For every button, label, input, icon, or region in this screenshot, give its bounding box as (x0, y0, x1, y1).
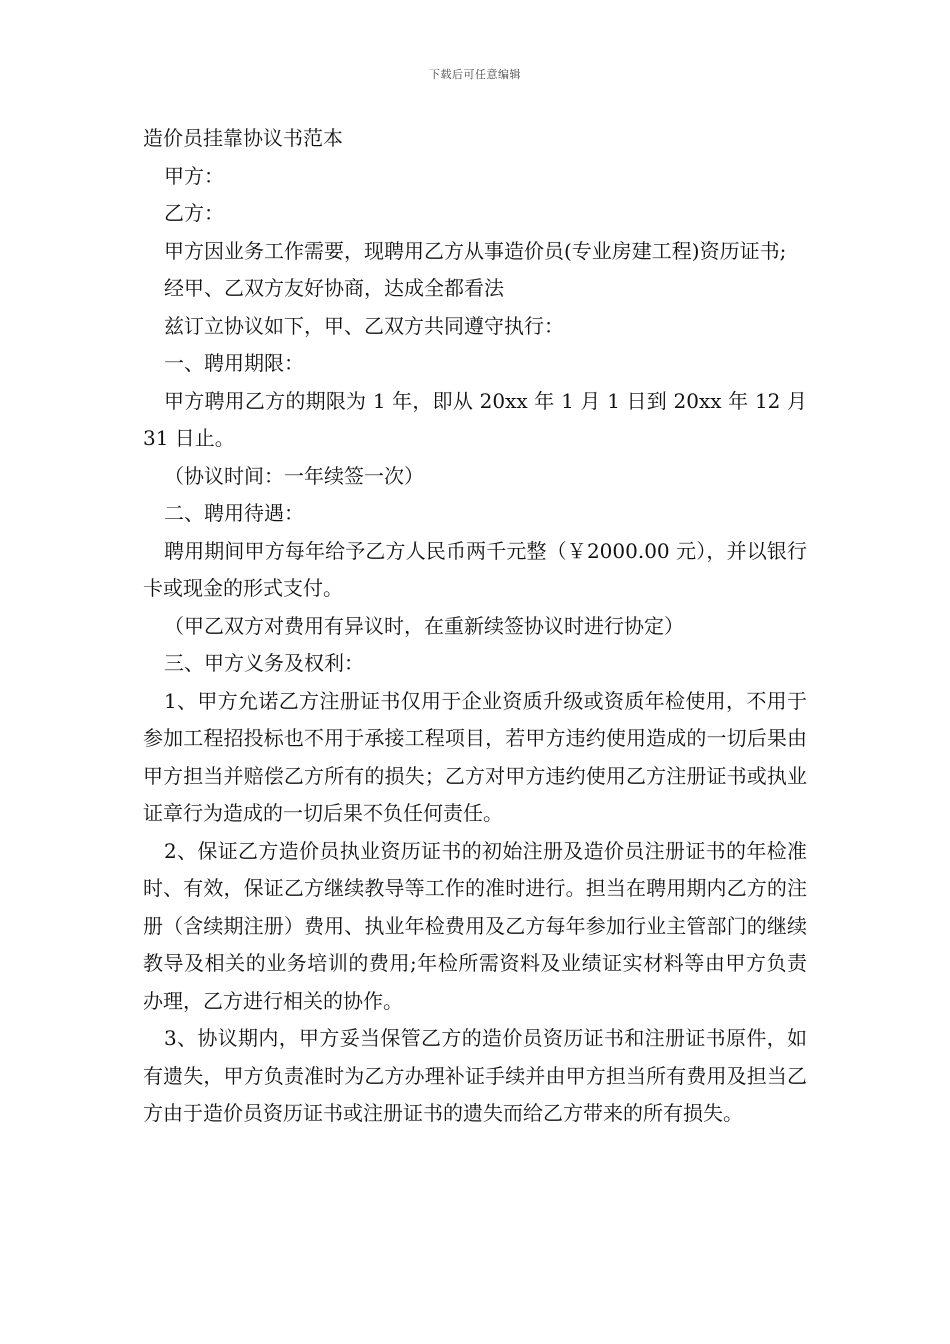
section-heading: 三、甲方义务及权利： (164, 651, 364, 675)
document-body (143, 120, 807, 1133)
paragraph: 乙方： (164, 201, 224, 225)
paragraph: 1、甲方允诺乙方注册证书仅用于企业资质升级或资质年检使用，不用于参加工程招投标也不用于承接工程项目，若甲方违约使用造成的一切后果由甲方担当并赔偿乙方所有的损失；乙方对甲方违约使用乙方注册证书或执业证章行为造成的一切后果不负任何责任。 (143, 688, 807, 825)
paragraph: 经甲、乙双方友好协商，达成全都看法 (164, 276, 504, 300)
paragraph: （甲乙双方对费用有异议时，在重新续签协议时进行协定） (164, 613, 684, 638)
paragraph: 3、协议期内，甲方妥当保管乙方的造价员资历证书和注册证书原件，如有遗失，甲方负责准时为乙方办理补证手续并由甲方担当所有费用及担当乙方由于造价员资历证书或注册证书的遗失而给乙方带来的所有损失。 (143, 1026, 807, 1125)
paragraph: 2、保证乙方造价员执业资历证书的初始注册及造价员注册证书的年检准时、有效，保证乙方继续教导等工作的准时进行。担当在聘用期内乙方的注册（含续期注册）费用、执业年检费用及乙方每年参加行业主管部门的继续教导及相关的业务培训的费用;年检所需资料及业绩证实材料等由甲方负责办理，乙方进行相关的协作。 (143, 838, 807, 1013)
paragraph: 甲方因业务工作需要，现聘用乙方从事造价员(专业房建工程)资历证书; (164, 238, 787, 263)
paragraph: 聘用期间甲方每年给予乙方人民币两千元整（￥2000.00 元），并以银行卡或现金的形式支付。 (143, 538, 807, 600)
paragraph: 甲方聘用乙方的期限为 1 年，即从 20xx 年 1 月 1 日到 20xx 年 12 月 31 日止。 (143, 388, 807, 450)
paragraph: 甲方： (164, 163, 224, 188)
paragraph-list (143, 158, 807, 1133)
section-heading: 二、聘用待遇： (164, 501, 304, 525)
document-title: 造价员挂靠协议书范本 (143, 126, 343, 150)
paragraph: 兹订立协议如下，甲、乙双方共同遵守执行： (164, 313, 564, 338)
page-header: 下载后可任意编辑 (429, 68, 521, 81)
section-heading: 一、聘用期限： (164, 351, 304, 375)
paragraph: （协议时间：一年续签一次） (164, 463, 424, 488)
